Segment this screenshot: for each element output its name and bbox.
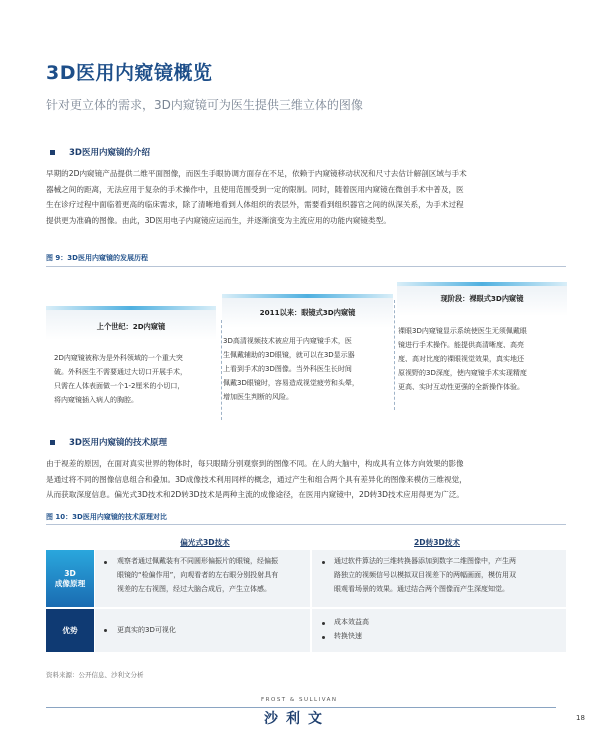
paragraph-line: 由于视差的原因，在面对真实世界的物体时，每只眼睛分别观察到的图像不同。在人的大脑中，构成具有立体方向效果的影像 [46,459,464,468]
column-header-polarized: 偏光式3D技术 [180,538,230,547]
paragraph-line: 是通过将不同的图像信息组合和叠加。3D成像技术利用同样的概念，通过产生和组合两个具有差异化的图像来模仿三维视觉， [46,474,467,484]
paragraph-line: 提供更为准确的图像。由此，3D医用电子内窥镜应运而生，并逐渐演变为主流应用的功能内窥镜类型。 [46,215,391,225]
stage-label: 2011以来：眼镜式3D内窥镜 [259,308,356,317]
page-title: 3D医用内窥镜概览 [46,62,213,84]
square-bullet-icon [50,440,55,445]
stage-divider [221,320,222,420]
intro-paragraph [46,166,566,228]
bullet-dot-icon [322,636,325,639]
bullet-dot-icon [322,622,325,625]
section-heading-principle: 3D医用内窥镜的技术原理 [50,436,167,448]
brand-logo: 沙利文 [264,711,330,727]
square-bullet-icon [50,150,55,155]
stage-divider [394,300,395,410]
brand-name-en: FROST & SULLIVAN [257,697,342,703]
cell-text: 通过软件算法的三维转换器添加到数字二维图像中，产生两 路独立的视频信号以模拟双目视差下的两幅画面，模仿用双 眼观看场景的效果。通过结合两个图像而产生深度知觉。 [334,557,516,593]
stage-description: 2D内窥镜被称为是外科领域的一个重大突 破。外科医生不需要通过大切口开展手术， 只需在人体表面做一个1-2厘米的小切口， 将内窥镜插入病人的胸腔。 [54,354,187,404]
stage-label: 上个世纪：2D内窥镜 [96,322,166,331]
bullet-dot-icon [104,561,107,564]
principle-paragraph [46,456,566,503]
column-header-2d-to-3d: 2D转3D技术 [414,538,460,547]
cell-text: 成本效益高 转换快速 [334,618,369,640]
stage-label: 现阶段：裸眼式3D内窥镜 [440,294,524,303]
cell-text: 更真实的3D可视化 [117,626,176,634]
section-heading-intro: 3D医用内窥镜的介绍 [50,146,150,158]
caption-divider [46,524,566,525]
stage-description: 3D高清视频技术被应用于内窥镜手术，医 生佩戴辅助的3D眼镜，就可以在3D显示器 上看到手术的3D图像。当外科医生长时间 佩戴3D眼镜时，容易造成视觉疲劳和头晕， 增加医生判断的风险。 [223,337,359,401]
paragraph-line: 生在诊疗过程中面临着更高的临床需求，除了清晰地看到人体组织的表层外，需要看到组织器官之间的纵深关系，为手术过程 [46,200,464,210]
figure-caption: 图 9：3D医用内窥镜的发展历程 [46,254,148,262]
bullet-dot-icon [104,629,107,632]
page-subtitle: 针对更立体的需求，3D内窥镜可为医生提供三维立体的图像 [46,98,363,112]
caption-divider [46,266,566,267]
figure-caption: 图 10：3D医用内窥镜的技术原理对比 [46,513,167,521]
paragraph-line: 器械之间的距离，无法应用于复杂的手术操作中，且使用范围受到一定的限制。同时，随着医用内窥镜在微创手术中普及，医 [46,184,464,194]
stage-description: 裸眼3D内窥镜显示系统使医生无须佩戴眼 镜进行手术操作。能提供高清晰度、高亮 度、高对比度的裸眼视觉效果，真实地还 原视野的3D深度，使内窥镜手术实现精度 更高、实时互动性更强的全新操作体验。 [398,327,527,391]
row-header-imaging-principle: 3D 成像原理 [46,550,94,607]
row-header-advantage: 优势 [46,609,94,652]
paragraph-line: 从而获取深度信息。偏光式3D技术和2D转3D技术是两种主流的成像途径，在医用内窥镜中，2D转3D技术应用得更为广泛。 [46,490,464,500]
paragraph-line: 早期的2D内窥镜产品提供二维平面图像，而医生手眼协调方面存在不足，依赖于内窥镜移动状况和尺寸去估计解剖区域与手术 [46,169,467,178]
cell-text: 观察者通过佩戴装有不同圆形偏振片的眼镜，经偏振 眼镜的“检偏作用”，向观看者的左右眼分别投射具有 视差的左右视图，经过大脑合成后，产生立体感。 [117,557,279,593]
bullet-dot-icon [322,561,325,564]
page-number: 18 [576,714,585,722]
source-note: 资料来源：公开信息、沙利文分析 [46,671,144,679]
